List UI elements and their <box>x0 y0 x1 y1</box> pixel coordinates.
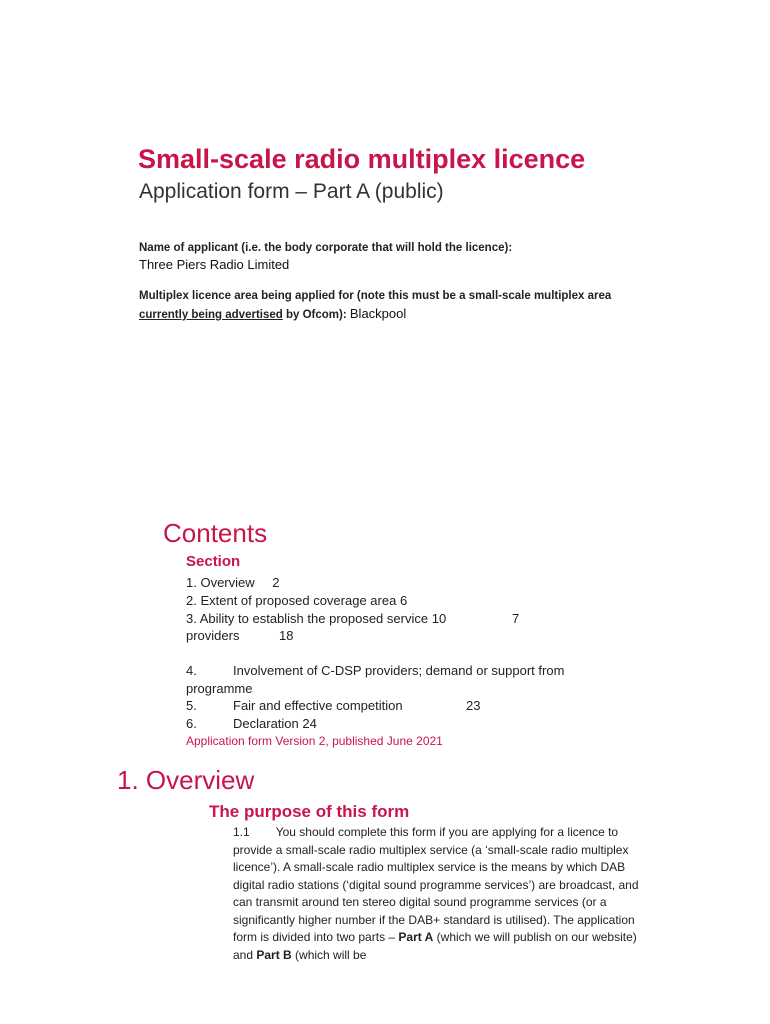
toc-item-4-cont: programme <box>186 681 253 696</box>
toc-item-3-extra: 7 <box>512 611 520 626</box>
toc-item-4-text[interactable]: Involvement of C-DSP providers; demand or support from <box>233 663 565 678</box>
part-a-desc: (which we will publish on our website) and <box>233 930 637 962</box>
toc-item-6-text: Declaration <box>233 716 299 731</box>
section-heading: Section <box>186 553 241 570</box>
part-b-label: Part B <box>256 947 292 962</box>
purpose-subheading: The purpose of this form <box>209 802 410 821</box>
area-label-line1: Multiplex licence area being applied for (note this must be a small-scale multiplex area <box>139 290 612 302</box>
applicant-value: Three Piers Radio Limited <box>139 257 290 272</box>
part-b-desc: (which will be <box>291 947 367 962</box>
area-value: Blackpool <box>349 306 407 321</box>
overview-heading: 1. Overview <box>117 765 255 795</box>
toc-item-3-cont: providers <box>186 628 240 643</box>
toc-item-1-text: 1. Overview <box>186 575 255 590</box>
toc-item-1-page: 2 <box>272 575 280 590</box>
paragraph-1-1 <box>233 824 653 964</box>
toc-item-2-page: 6 <box>399 593 408 608</box>
document-subtitle: Application form – Part A (public) <box>139 180 444 203</box>
toc-item-2-text: 2. Extent of proposed coverage area <box>186 593 397 608</box>
version-note: Application form Version 2, published June 2021 <box>186 734 443 748</box>
toc-item-4-num: 4. <box>186 663 197 678</box>
paragraph-text: You should complete this form if you are applying for a licence to provide a small-scale radio multiplex service (a ‘small-scale radio multiplex licence’). A small-scale radio multiplex service is the means by which DAB digital radio stations (‘digital sound programme services’) are broadcast, and can transmit around ten stereo digital sound programme services (or a significantly higher number if the DAB+ standard is utilised). The application form is divided into two parts – <box>233 825 639 944</box>
toc-item-6-num: 6. <box>186 716 197 731</box>
applicant-label: Name of applicant (i.e. the body corporate that will hold the licence): <box>139 242 513 254</box>
area-label-line2 <box>139 306 406 321</box>
area-label-rest: by Ofcom): <box>282 309 347 321</box>
toc-item-1[interactable] <box>186 575 280 590</box>
toc-item-2[interactable] <box>186 593 407 608</box>
toc-item-6-page: 24 <box>302 716 317 731</box>
toc-item-5-num: 5. <box>186 698 197 713</box>
contents-heading: Contents <box>163 518 268 548</box>
toc-item-3-text: 3. Ability to establish the proposed service <box>186 611 429 626</box>
paragraph-number: 1.1 <box>233 825 250 839</box>
toc-item-6[interactable] <box>233 716 317 731</box>
area-label-underlined: currently being advertised <box>139 309 283 321</box>
toc-item-5-page: 23 <box>466 698 481 713</box>
toc-item-3-cont-page: 18 <box>279 628 294 643</box>
toc-item-5-text[interactable]: Fair and effective competition <box>233 698 403 713</box>
document-title: Small-scale radio multiplex licence <box>138 144 586 174</box>
part-a-label: Part A <box>398 930 434 944</box>
toc-item-3-page: 10 <box>431 611 447 626</box>
toc-item-3[interactable] <box>186 611 446 626</box>
